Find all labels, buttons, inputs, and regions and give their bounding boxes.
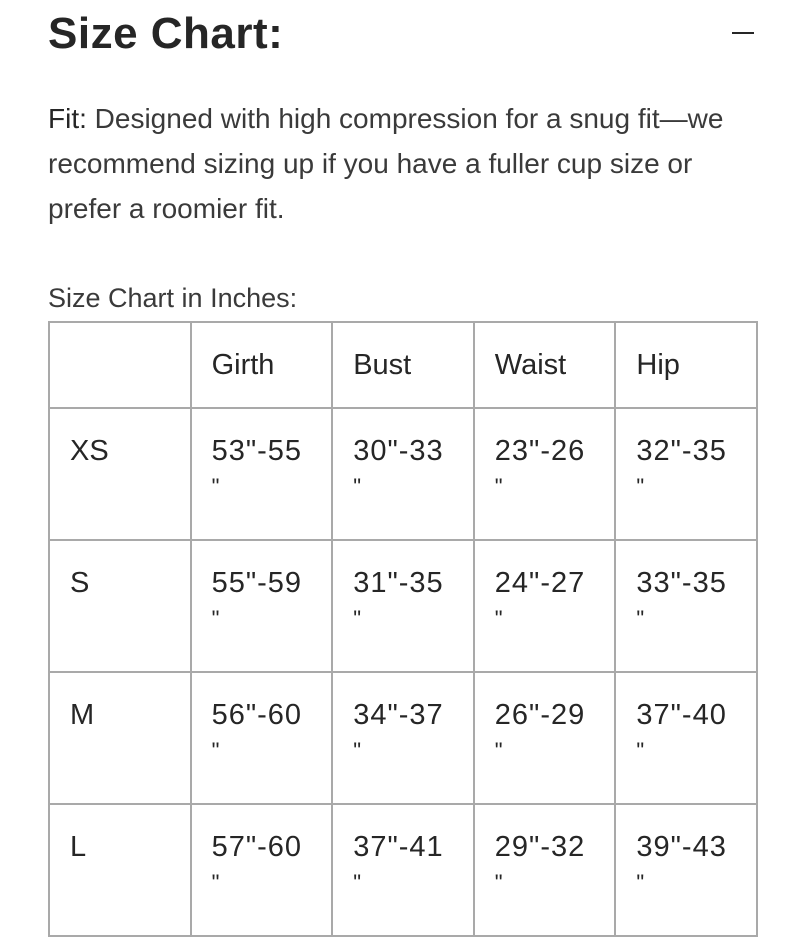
cell-range: 53"-55 [211,435,303,467]
cell-range: 37"-40 [636,699,727,731]
table-row [49,672,757,804]
table-header-row [49,322,757,408]
table-cell [474,408,616,540]
minus-icon [732,32,754,34]
cell-range: 30"-33 [353,435,444,467]
cell-range: 57"-60 [211,831,303,863]
size-cell: M [49,672,191,804]
header-cell-girth: Girth [191,322,333,408]
table-cell [332,672,474,804]
cell-range: 26"-29 [494,699,586,731]
cell-tail: " [494,738,503,763]
table-cell [615,408,757,540]
table-cell [474,804,616,936]
cell-tail: " [353,870,361,895]
table-cell [332,540,474,672]
cell-range: 29"-32 [494,831,586,863]
chart-caption: Size Chart in Inches: [48,283,298,313]
cell-range: 33"-35 [636,567,727,599]
cell-tail: " [211,474,220,499]
table-cell [474,672,616,804]
table-cell [615,804,757,936]
table-cell [332,804,474,936]
cell-tail: " [353,738,361,763]
table-cell [191,804,333,936]
header-cell-size [49,322,191,408]
cell-range: 55"-59 [211,567,303,599]
fit-text: Designed with high compression for a snug fit—we recommend sizing up if you have a fuller cup size or prefer a roomier fit. [48,103,724,224]
size-chart-header[interactable] [48,6,758,62]
cell-tail: " [494,474,503,499]
cell-tail: " [353,606,361,631]
table-row [49,408,757,540]
size-cell: L [49,804,191,936]
cell-tail: " [211,738,220,763]
table-cell [332,408,474,540]
cell-range: 23"-26 [494,435,586,467]
cell-tail: " [636,606,645,631]
table-cell [615,672,757,804]
cell-range: 24"-27 [494,567,586,599]
fit-description [48,96,758,231]
size-cell: XS [49,408,191,540]
cell-range: 56"-60 [211,699,303,731]
table-row [49,540,757,672]
cell-range: 32"-35 [636,435,727,467]
cell-tail: " [636,738,645,763]
cell-tail: " [636,870,645,895]
cell-tail: " [494,606,503,631]
table-cell [474,540,616,672]
header-cell-waist: Waist [474,322,616,408]
header-cell-bust: Bust [332,322,474,408]
cell-tail: " [494,870,503,895]
cell-range: 37"-41 [353,831,444,863]
cell-tail: " [211,870,220,895]
table-cell [191,408,333,540]
table-cell [615,540,757,672]
fit-label: Fit: [48,103,87,134]
page-title: Size Chart: [48,9,284,58]
size-cell: S [49,540,191,672]
table-cell [191,672,333,804]
collapse-button[interactable] [730,18,756,48]
cell-tail: " [636,474,645,499]
table-row [49,804,757,936]
table-cell [191,540,333,672]
header-cell-hip: Hip [615,322,757,408]
cell-range: 34"-37 [353,699,444,731]
cell-tail: " [211,606,220,631]
cell-range: 39"-43 [636,831,727,863]
cell-tail: " [353,474,361,499]
cell-range: 31"-35 [353,567,444,599]
size-table [48,321,758,937]
